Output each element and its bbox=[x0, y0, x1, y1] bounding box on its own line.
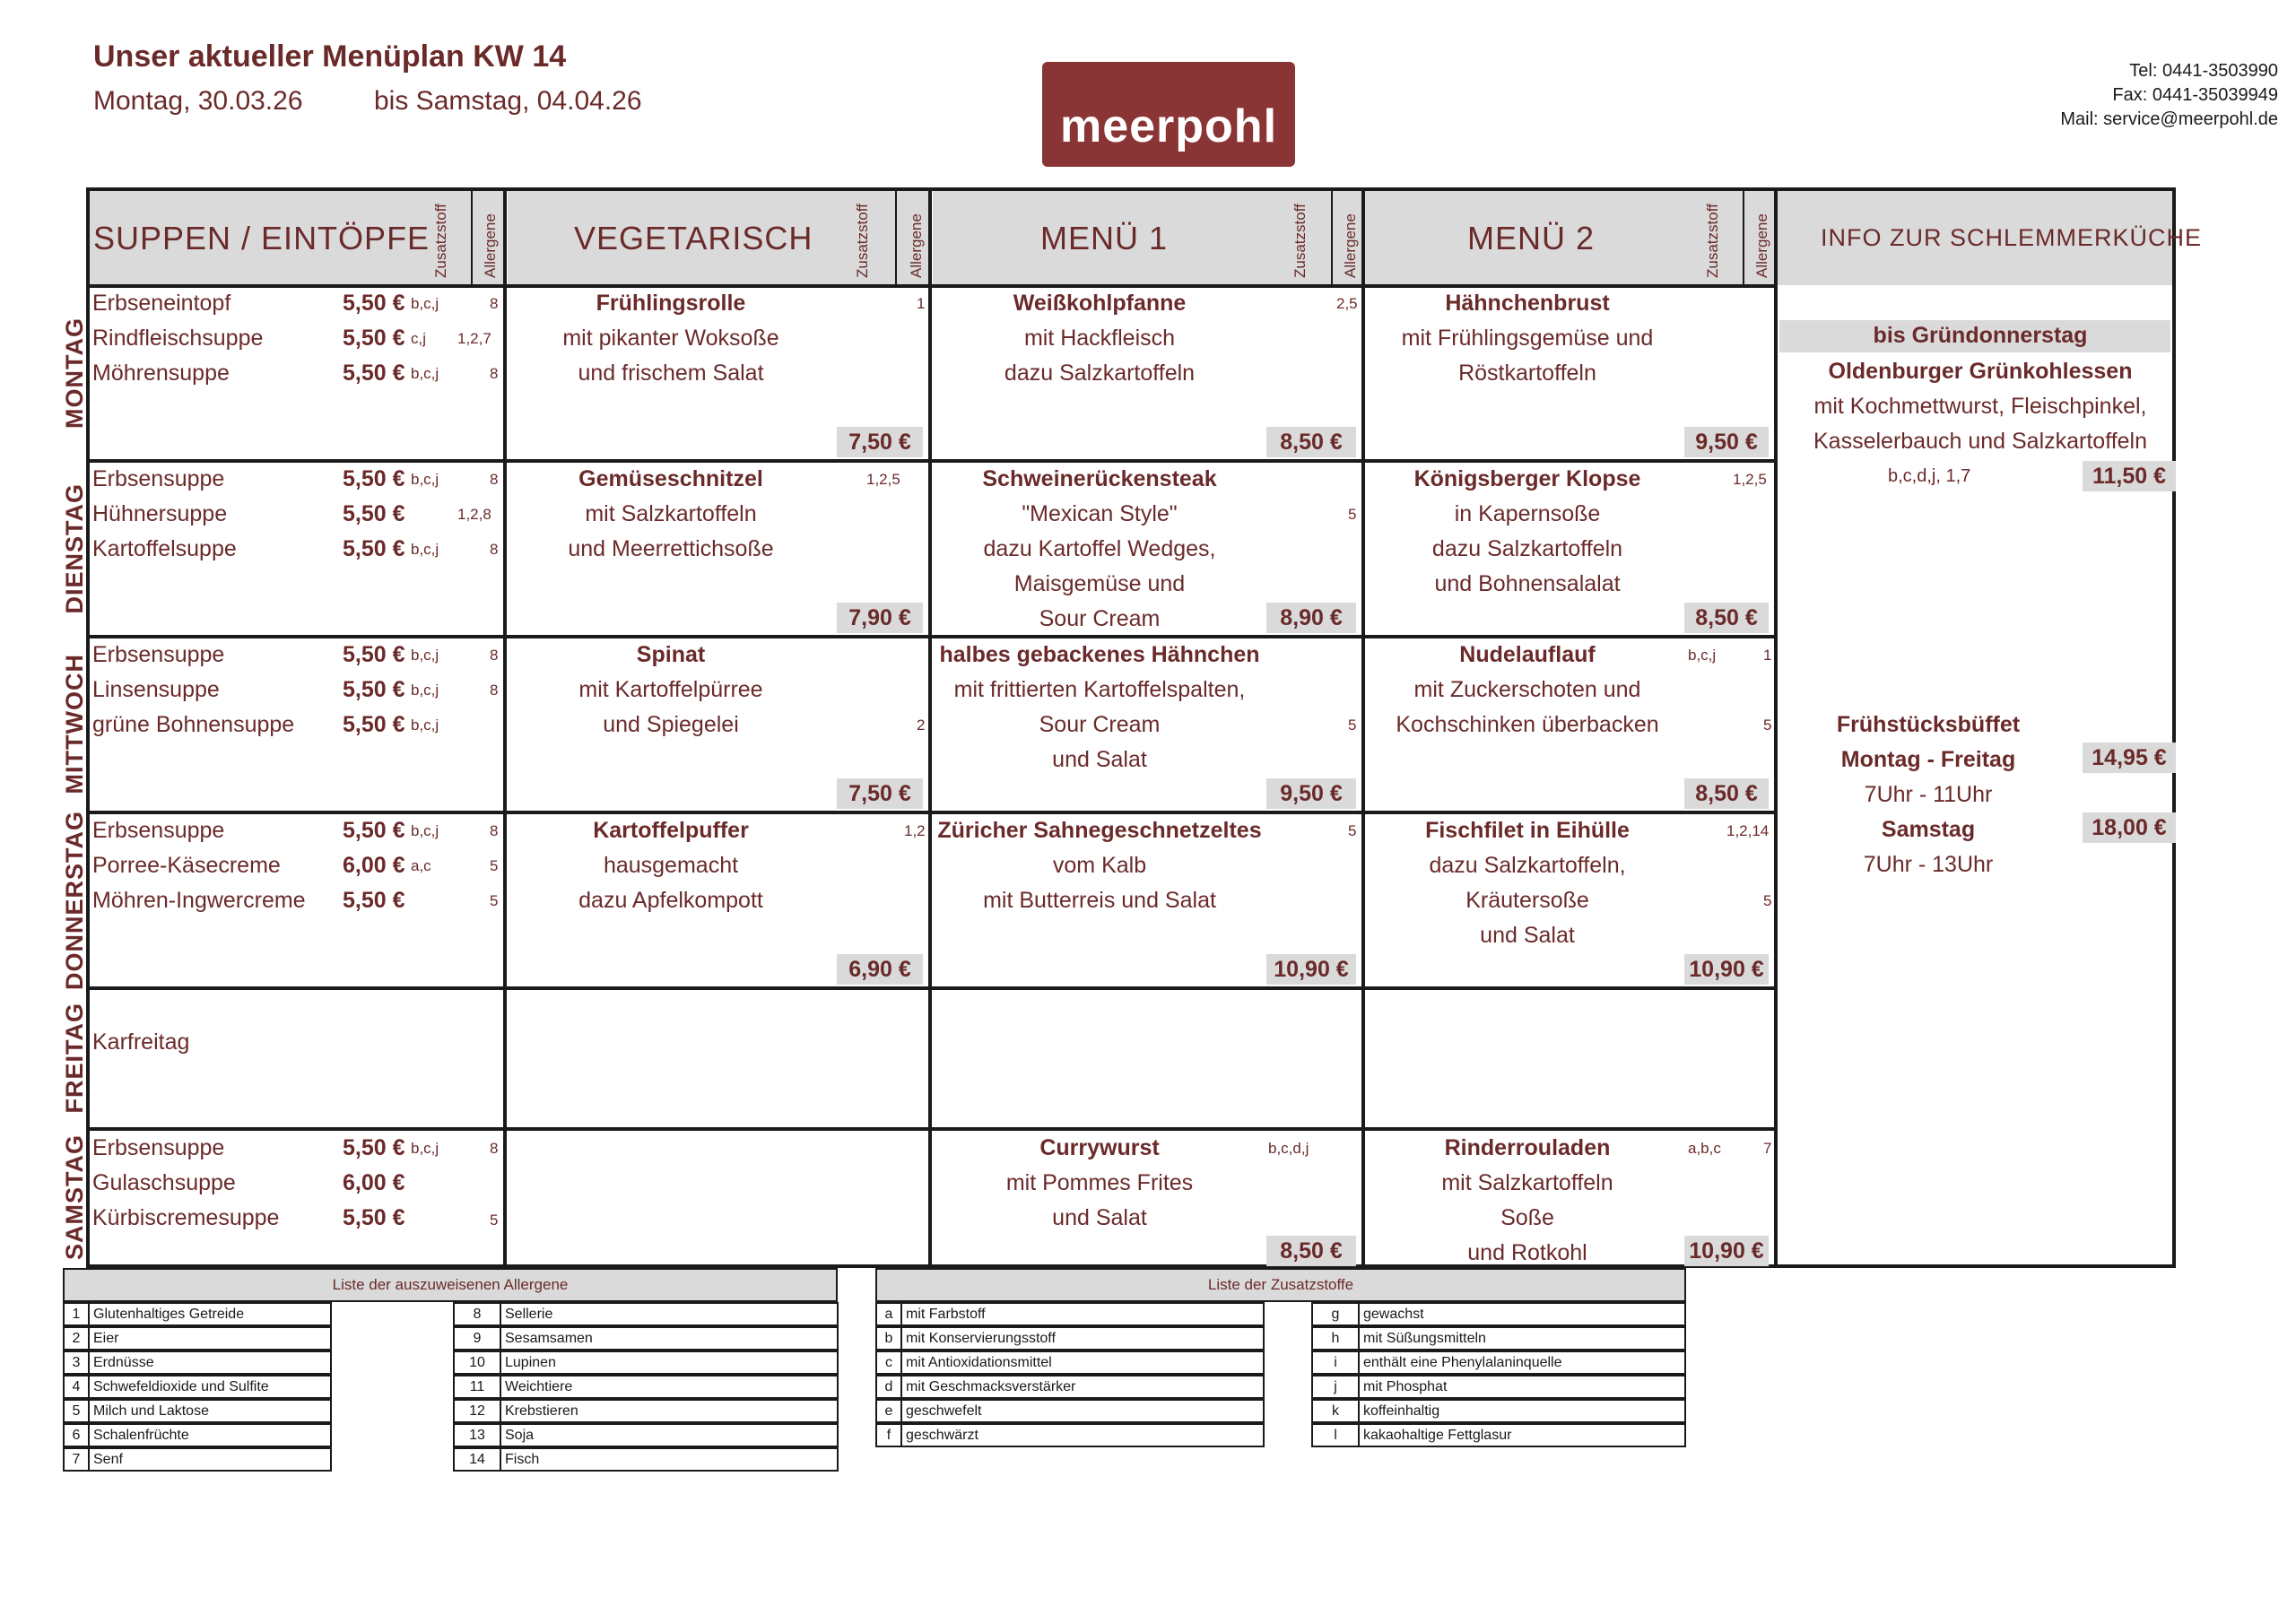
breakfast-time: 7Uhr - 11Uhr bbox=[1864, 782, 1993, 807]
menu2-title: Fischfilet in Eihülle bbox=[1425, 818, 1630, 843]
breakfast-title: Frühstücksbüffet bbox=[1836, 712, 2021, 737]
menu1-line: dazu Kartoffel Wedges, bbox=[983, 536, 1216, 561]
menu1-price: 8,50 € bbox=[1266, 427, 1356, 457]
legend-value: Senf bbox=[93, 1452, 123, 1467]
legend-row bbox=[63, 1447, 332, 1472]
legend-value: enthält eine Phenylalaninquelle bbox=[1363, 1355, 1562, 1370]
row-divider bbox=[86, 1127, 1778, 1131]
soup-name: Linsensuppe bbox=[92, 677, 220, 702]
info-special-line: mit Kochmettwurst, Fleischpinkel, bbox=[1813, 394, 2147, 419]
veg-title: Frühlingsrolle bbox=[596, 291, 746, 316]
soup-name: Erbsensuppe bbox=[92, 642, 225, 667]
menu2-allergene: 1,2,14 bbox=[1726, 822, 1770, 839]
legend-value: Weichtiere bbox=[505, 1379, 573, 1394]
menu1-price: 9,50 € bbox=[1266, 778, 1356, 809]
legend-value: geschwefelt bbox=[906, 1403, 982, 1419]
info-special-title: Oldenburger Grünkohlessen bbox=[1828, 359, 2133, 384]
legend-value: mit Phosphat bbox=[1363, 1379, 1448, 1394]
legend-row bbox=[875, 1326, 1265, 1350]
menu1-zusatz: b,c,d,j bbox=[1268, 1140, 1309, 1157]
menu1-line: Maisgemüse und bbox=[1013, 571, 1186, 596]
divider bbox=[1743, 191, 1744, 285]
allergene-label: Allergene bbox=[1342, 213, 1359, 278]
row-divider bbox=[86, 284, 1778, 288]
column-header-menu2: MENÜ 2 bbox=[1467, 219, 1596, 256]
veg-line: und Spiegelei bbox=[603, 712, 739, 737]
legend-key: c bbox=[877, 1352, 902, 1373]
legend-value: Sesamsamen bbox=[505, 1331, 593, 1346]
menu2-line: Soße bbox=[1500, 1205, 1554, 1230]
legend-row bbox=[875, 1423, 1265, 1447]
menu2-allergene: 1,2,5 bbox=[1733, 471, 1767, 488]
legend-row bbox=[63, 1350, 332, 1375]
soup-zusatz: b,c,j bbox=[411, 682, 439, 699]
legend-value: Soja bbox=[505, 1428, 535, 1443]
soup-price: 5,50 € bbox=[343, 642, 405, 667]
soup-price: 5,50 € bbox=[343, 360, 405, 386]
soup-zusatz: b,c,j bbox=[411, 1140, 439, 1157]
soup-name: Erbsensuppe bbox=[92, 466, 225, 491]
breakfast-days: Samstag bbox=[1881, 817, 1976, 842]
legend-row bbox=[63, 1375, 332, 1399]
veg-title: Kartoffelpuffer bbox=[593, 818, 749, 843]
veg-allergene: 1 bbox=[917, 295, 926, 312]
legend-key: 9 bbox=[455, 1328, 501, 1349]
soup-price: 5,50 € bbox=[343, 712, 405, 737]
legend-key: 8 bbox=[455, 1304, 501, 1324]
legend-key: l bbox=[1313, 1425, 1360, 1446]
legend-row bbox=[63, 1399, 332, 1423]
menu2-title: Rinderrouladen bbox=[1444, 1135, 1611, 1160]
legend-key: 13 bbox=[455, 1425, 501, 1446]
menu2-line: Röstkartoffeln bbox=[1458, 360, 1596, 386]
veg-line: mit Salzkartoffeln bbox=[585, 501, 757, 526]
menu2-price: 10,90 € bbox=[1684, 954, 1769, 985]
menu2-zusatz: b,c,j bbox=[1688, 647, 1717, 664]
holiday-note: Karfreitag bbox=[92, 1029, 190, 1055]
menu2-allergene: 5 bbox=[1763, 892, 1772, 909]
menu2-price: 10,90 € bbox=[1684, 1236, 1769, 1266]
soup-allergene: 1,2,8 bbox=[457, 506, 491, 523]
soup-allergene: 8 bbox=[490, 541, 499, 558]
soup-zusatz: a,c bbox=[411, 857, 431, 874]
legend-row bbox=[453, 1375, 839, 1399]
menu2-line: mit Zuckerschoten und bbox=[1413, 677, 1641, 702]
soup-zusatz: b,c,j bbox=[411, 716, 439, 734]
zusatz-label: Zusatzstoff bbox=[854, 204, 871, 278]
contact-fax: Fax: 0441-35039949 bbox=[2112, 85, 2278, 105]
legend-row bbox=[453, 1302, 839, 1326]
menu2-allergene: 1 bbox=[1763, 647, 1772, 664]
soup-allergene: 8 bbox=[490, 295, 499, 312]
menu1-line: Sour Cream bbox=[1039, 712, 1161, 737]
row-divider bbox=[86, 635, 1778, 638]
menu2-line: und Bohnensalalat bbox=[1434, 571, 1621, 596]
legend-value: mit Geschmacksverstärker bbox=[906, 1379, 1076, 1394]
soup-zusatz: b,c,j bbox=[411, 471, 439, 488]
legend-value: Erdnüsse bbox=[93, 1355, 154, 1370]
menu2-line: mit Salzkartoffeln bbox=[1441, 1170, 1613, 1195]
breakfast-days: Montag - Freitag bbox=[1840, 747, 2016, 772]
legend-key: j bbox=[1313, 1376, 1360, 1397]
allergene-label: Allergene bbox=[908, 213, 925, 278]
soup-allergene: 8 bbox=[490, 822, 499, 839]
legend-value: Eier bbox=[93, 1331, 119, 1346]
veg-line: hausgemacht bbox=[603, 853, 739, 878]
soup-allergene: 8 bbox=[490, 647, 499, 664]
menu1-allergene: 5 bbox=[1348, 822, 1357, 839]
veg-allergene: 2 bbox=[917, 716, 926, 734]
legend-key: b bbox=[877, 1328, 902, 1349]
menu1-line: "Mexican Style" bbox=[1022, 501, 1178, 526]
legend-value: Milch und Laktose bbox=[93, 1403, 209, 1419]
column-header-info: INFO ZUR SCHLEMMERKÜCHE bbox=[1821, 224, 2203, 251]
menu1-price: 8,50 € bbox=[1266, 1236, 1356, 1266]
meerpohl-logo: meerpohl bbox=[1042, 62, 1295, 167]
soup-allergene: 5 bbox=[490, 892, 499, 909]
veg-price: 7,90 € bbox=[837, 603, 923, 633]
menu2-line: und Salat bbox=[1480, 923, 1575, 948]
legend-value: Schalenfrüchte bbox=[93, 1428, 189, 1443]
veg-line: mit pikanter Woksoße bbox=[562, 326, 779, 351]
legend-key: i bbox=[1313, 1352, 1360, 1373]
legend-zusatz-title: Liste der Zusatzstoffe bbox=[875, 1268, 1686, 1302]
menu2-price: 8,50 € bbox=[1684, 778, 1769, 809]
legend-key: 7 bbox=[65, 1449, 90, 1470]
page-title: Unser aktueller Menüplan KW 14 bbox=[93, 39, 567, 74]
zusatz-label: Zusatzstoff bbox=[1292, 204, 1309, 278]
menu1-title: halbes gebackenes Hähnchen bbox=[939, 642, 1260, 667]
legend-key: 14 bbox=[455, 1449, 501, 1470]
menu2-line: in Kapernsoße bbox=[1454, 501, 1601, 526]
divider bbox=[471, 191, 473, 285]
column-divider bbox=[1774, 187, 1778, 1268]
column-divider bbox=[1361, 187, 1365, 1268]
soup-zusatz: b,c,j bbox=[411, 541, 439, 558]
soup-name: Kartoffelsuppe bbox=[92, 536, 237, 561]
veg-price: 7,50 € bbox=[837, 427, 923, 457]
veg-allergene: 1,2 bbox=[904, 822, 926, 839]
date-from: Montag, 30.03.26 bbox=[93, 86, 303, 116]
veg-line: und Meerrettichsoße bbox=[568, 536, 774, 561]
legend-key: 4 bbox=[65, 1376, 90, 1397]
soup-allergene: 5 bbox=[490, 1211, 499, 1229]
legend-row bbox=[453, 1326, 839, 1350]
legend-value: geschwärzt bbox=[906, 1428, 978, 1443]
menu2-title: Hähnchenbrust bbox=[1445, 291, 1610, 316]
legend-row bbox=[63, 1326, 332, 1350]
veg-price: 6,90 € bbox=[837, 954, 923, 985]
legend-key: 2 bbox=[65, 1328, 90, 1349]
allergene-label: Allergene bbox=[1753, 213, 1770, 278]
menu1-line: und Salat bbox=[1052, 747, 1147, 772]
legend-key: f bbox=[877, 1425, 902, 1446]
legend-row bbox=[1311, 1399, 1686, 1423]
soup-price: 5,50 € bbox=[343, 888, 405, 913]
veg-price: 7,50 € bbox=[837, 778, 923, 809]
soup-name: Porree-Käsecreme bbox=[92, 853, 281, 878]
veg-line: mit Kartoffelpürree bbox=[578, 677, 763, 702]
row-divider bbox=[86, 986, 1778, 990]
column-header-menu1: MENÜ 1 bbox=[1040, 219, 1169, 256]
divider bbox=[895, 191, 897, 285]
legend-row bbox=[1311, 1326, 1686, 1350]
menu2-allergene: 7 bbox=[1763, 1140, 1772, 1157]
day-label-montag: MONTAG bbox=[60, 317, 88, 429]
info-special-price: 11,50 € bbox=[2083, 461, 2176, 491]
legend-row bbox=[453, 1447, 839, 1472]
legend-key: k bbox=[1313, 1401, 1360, 1421]
menu2-zusatz: a,b,c bbox=[1688, 1140, 1721, 1157]
info-special-codes: b,c,d,j, 1,7 bbox=[1888, 466, 1971, 486]
soup-zusatz: b,c,j bbox=[411, 822, 439, 839]
menu1-line: mit Butterreis und Salat bbox=[983, 888, 1216, 913]
legend-row bbox=[1311, 1350, 1686, 1375]
legend-value: Sellerie bbox=[505, 1307, 553, 1322]
menu1-title: Schweinerückensteak bbox=[982, 466, 1217, 491]
menu1-price: 8,90 € bbox=[1266, 603, 1356, 633]
menu2-line: dazu Salzkartoffeln, bbox=[1429, 853, 1626, 878]
soup-allergene: 8 bbox=[490, 682, 499, 699]
legend-allergene-title: Liste der auszuweisenen Allergene bbox=[63, 1268, 838, 1302]
soup-zusatz: b,c,j bbox=[411, 295, 439, 312]
column-header-vegetarisch: VEGETARISCH bbox=[574, 219, 813, 256]
legend-key: e bbox=[877, 1401, 902, 1421]
column-header-suppen: SUPPEN / EINTÖPFE bbox=[93, 219, 430, 256]
menu1-title: Züricher Sahnegeschnetzeltes bbox=[937, 818, 1262, 843]
legend-row bbox=[1311, 1375, 1686, 1399]
legend-value: mit Farbstoff bbox=[906, 1307, 986, 1322]
menu1-line: Sour Cream bbox=[1039, 606, 1161, 631]
soup-name: Erbseneintopf bbox=[92, 291, 231, 316]
divider bbox=[1331, 191, 1333, 285]
soup-name: Kürbiscremesuppe bbox=[92, 1205, 280, 1230]
soup-price: 5,50 € bbox=[343, 677, 405, 702]
menu2-price: 8,50 € bbox=[1684, 603, 1769, 633]
menu2-line: Kräutersoße bbox=[1465, 888, 1589, 913]
soup-price: 6,00 € bbox=[343, 1170, 405, 1195]
menu1-line: und Salat bbox=[1052, 1205, 1147, 1230]
legend-row bbox=[875, 1399, 1265, 1423]
legend-row bbox=[453, 1350, 839, 1375]
allergene-label: Allergene bbox=[482, 213, 499, 278]
soup-name: grüne Bohnensuppe bbox=[92, 712, 295, 737]
menu2-line: mit Frühlingsgemüse und bbox=[1401, 326, 1654, 351]
legend-value: Fisch bbox=[505, 1452, 540, 1467]
legend-row bbox=[63, 1423, 332, 1447]
legend-row bbox=[875, 1375, 1265, 1399]
contact-mail: Mail: service@meerpohl.de bbox=[2060, 109, 2278, 129]
legend-row bbox=[1311, 1302, 1686, 1326]
legend-row bbox=[875, 1350, 1265, 1375]
menu1-allergene: 5 bbox=[1348, 506, 1357, 523]
legend-row bbox=[453, 1423, 839, 1447]
row-divider bbox=[86, 459, 1778, 463]
contact-tel: Tel: 0441-3503990 bbox=[2129, 61, 2278, 81]
soup-zusatz: c,j bbox=[411, 330, 426, 347]
legend-key: h bbox=[1313, 1328, 1360, 1349]
legend-value: mit Süßungsmitteln bbox=[1363, 1331, 1486, 1346]
legend-row bbox=[1311, 1423, 1686, 1447]
soup-price: 6,00 € bbox=[343, 853, 405, 878]
legend-row bbox=[453, 1399, 839, 1423]
menu1-allergene: 2,5 bbox=[1336, 295, 1358, 312]
menu1-allergene: 5 bbox=[1348, 716, 1357, 734]
legend-key: 10 bbox=[455, 1352, 501, 1373]
menu1-line: mit Pommes Frites bbox=[1005, 1170, 1194, 1195]
soup-name: Möhrensuppe bbox=[92, 360, 230, 386]
soup-price: 5,50 € bbox=[343, 466, 405, 491]
day-label-freitag: FREITAG bbox=[60, 1003, 88, 1114]
menu1-line: vom Kalb bbox=[1052, 853, 1147, 878]
menu1-title: Weißkohlpfanne bbox=[1013, 291, 1187, 316]
soup-price: 5,50 € bbox=[343, 818, 405, 843]
day-label-mittwoch: MITTWOCH bbox=[60, 654, 88, 795]
soup-name: Erbsensuppe bbox=[92, 818, 225, 843]
soup-price: 5,50 € bbox=[343, 1135, 405, 1160]
breakfast-price: 18,00 € bbox=[2083, 812, 2176, 843]
legend-key: a bbox=[877, 1304, 902, 1324]
menu2-line: Kochschinken überbacken bbox=[1396, 712, 1659, 737]
legend-value: kakaohaltige Fettglasur bbox=[1363, 1428, 1512, 1443]
soup-price: 5,50 € bbox=[343, 501, 405, 526]
soup-allergene: 5 bbox=[490, 857, 499, 874]
legend-key: g bbox=[1313, 1304, 1360, 1324]
legend-value: mit Antioxidationsmittel bbox=[906, 1355, 1052, 1370]
menu1-line: dazu Salzkartoffeln bbox=[1004, 360, 1196, 386]
veg-title: Gemüseschnitzel bbox=[578, 466, 763, 491]
legend-key: 11 bbox=[455, 1376, 501, 1397]
menu2-allergene: 5 bbox=[1763, 716, 1772, 734]
legend-value: Krebstieren bbox=[505, 1403, 578, 1419]
veg-line: und frischem Salat bbox=[578, 360, 764, 386]
soup-name: Rindfleischsuppe bbox=[92, 326, 264, 351]
menu1-line: mit Hackfleisch bbox=[1023, 326, 1176, 351]
zusatz-label: Zusatzstoff bbox=[432, 204, 449, 278]
legend-key: 3 bbox=[65, 1352, 90, 1373]
legend-key: 1 bbox=[65, 1304, 90, 1324]
soup-allergene: 8 bbox=[490, 365, 499, 382]
menu2-title: Königsberger Klopse bbox=[1413, 466, 1641, 491]
day-label-dienstag: DIENSTAG bbox=[60, 482, 88, 614]
soup-zusatz: b,c,j bbox=[411, 365, 439, 382]
veg-line: dazu Apfelkompott bbox=[578, 888, 763, 913]
menu2-line: und Rotkohl bbox=[1467, 1240, 1587, 1265]
zusatz-label: Zusatzstoff bbox=[1704, 204, 1721, 278]
legend-key: d bbox=[877, 1376, 902, 1397]
column-divider bbox=[928, 187, 932, 1268]
info-special-bar: bis Gründonnerstag bbox=[1873, 323, 2088, 348]
column-divider bbox=[503, 187, 507, 1268]
legend-key: 12 bbox=[455, 1401, 501, 1421]
legend-value: Schwefeldioxide und Sulfite bbox=[93, 1379, 269, 1394]
legend-row bbox=[63, 1302, 332, 1326]
veg-title: Spinat bbox=[636, 642, 706, 667]
breakfast-time: 7Uhr - 13Uhr bbox=[1863, 852, 1994, 877]
breakfast-price: 14,95 € bbox=[2083, 743, 2176, 773]
veg-allergene: 1,2,5 bbox=[866, 471, 900, 488]
legend-value: koffeinhaltig bbox=[1363, 1403, 1440, 1419]
soup-name: Hühnersuppe bbox=[92, 501, 228, 526]
soup-name: Gulaschsuppe bbox=[92, 1170, 236, 1195]
soup-price: 5,50 € bbox=[343, 1205, 405, 1230]
legend-value: mit Konservierungsstoff bbox=[906, 1331, 1056, 1346]
soup-price: 5,50 € bbox=[343, 536, 405, 561]
soup-name: Möhren-Ingwercreme bbox=[92, 888, 306, 913]
menu2-price: 9,50 € bbox=[1684, 427, 1769, 457]
day-label-samstag: SAMSTAG bbox=[60, 1134, 88, 1260]
row-divider bbox=[86, 811, 1778, 814]
menu2-line: dazu Salzkartoffeln bbox=[1431, 536, 1623, 561]
soup-allergene: 1,2,7 bbox=[457, 330, 491, 347]
soup-price: 5,50 € bbox=[343, 326, 405, 351]
date-to: bis Samstag, 04.04.26 bbox=[374, 86, 642, 116]
soup-price: 5,50 € bbox=[343, 291, 405, 316]
menu2-title: Nudelauflauf bbox=[1459, 642, 1596, 667]
menu1-price: 10,90 € bbox=[1266, 954, 1356, 985]
soup-zusatz: b,c,j bbox=[411, 647, 439, 664]
menu1-title: Currywurst bbox=[1039, 1135, 1160, 1160]
menu1-line: mit frittierten Kartoffelspalten, bbox=[953, 677, 1246, 702]
info-special-line: Kasselerbauch und Salzkartoffeln bbox=[1813, 429, 2147, 454]
soup-allergene: 8 bbox=[490, 471, 499, 488]
legend-row bbox=[875, 1302, 1265, 1326]
soup-name: Erbsensuppe bbox=[92, 1135, 225, 1160]
legend-value: gewachst bbox=[1363, 1307, 1424, 1322]
legend-value: Lupinen bbox=[505, 1355, 556, 1370]
legend-key: 6 bbox=[65, 1425, 90, 1446]
legend-key: 5 bbox=[65, 1401, 90, 1421]
legend-value: Glutenhaltiges Getreide bbox=[93, 1307, 245, 1322]
soup-allergene: 8 bbox=[490, 1140, 499, 1157]
day-label-donnerstag: DONNERSTAG bbox=[60, 810, 88, 990]
